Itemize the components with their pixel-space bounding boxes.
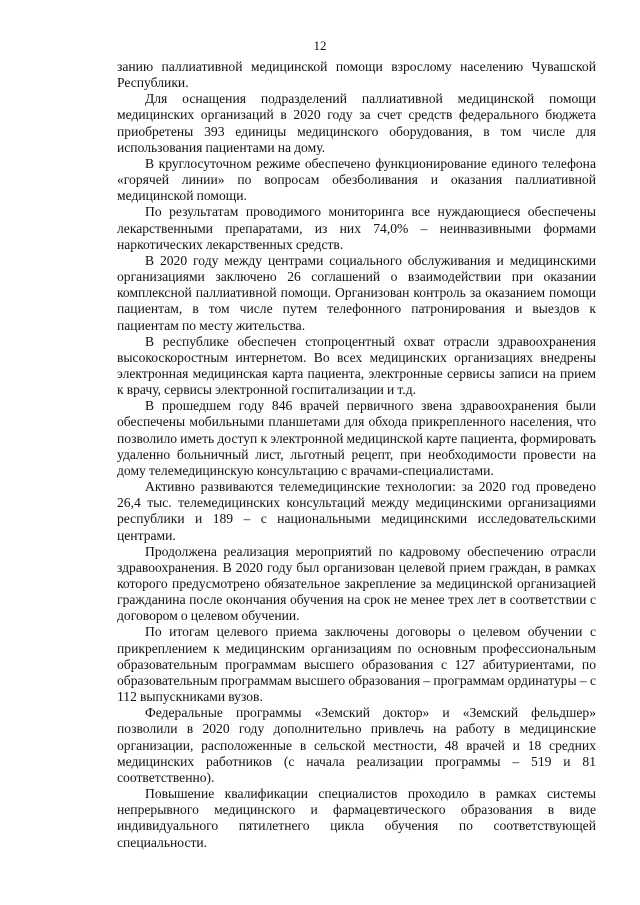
paragraph-2: Для оснащения подразделений паллиативной медицинской помощи медицинских организаций в 2020 году за счет средств федерального бюджета приобретены 393 единицы медицинского оборудования, в том числе для использования пациентами на дому.: [117, 91, 596, 155]
paragraph-10: По итогам целевого приема заключены договоры о целевом обучении с прикреплением к медицинским организациям по основным профессиональным образовательным программам высшего образования с 127 абитуриентами, по образовательным программам высшего образования – программам ординатуры – с 112 выпускниками вузов.: [117, 624, 596, 705]
paragraph-7: В прошедшем году 846 врачей первичного звена здравоохранения были обеспечены мобильными планшетами для обхода прикрепленного населения, что позволило иметь доступ к электронной медицинской карте пациента, формировать удаленно больничный лист, льготный рецепт, при необходимости провести на дому телемедицинскую консультацию с врачами-специалистами.: [117, 398, 596, 478]
paragraph-4: По результатам проводимого мониторинга все нуждающиеся обеспечены лекарственными препаратами, из них 74,0% – неинвазивными формами наркотических лекарственных средств.: [117, 204, 596, 252]
paragraph-1: занию паллиативной медицинской помощи взрослому населению Чувашской Республики.: [117, 59, 596, 91]
paragraph-11: Федеральные программы «Земский доктор» и «Земский фельдшер» позволили в 2020 году дополнительно привлечь на работу в медицинские организации, расположенные в сельской местности, 48 врачей и 18 средних медицинских работников (с начала реализации программы – 519 и 81 соответственно).: [117, 705, 596, 785]
paragraph-8: Активно развиваются телемедицинские технологии: за 2020 год проведено 26,4 тыс. телемедицинских консультаций между медицинскими организациями республики и 189 – с национальными медицинскими исследовательскими центрами.: [117, 479, 596, 543]
paragraph-3: В круглосуточном режиме обеспечено функционирование единого телефона «горячей линии» по вопросам обезболивания и оказания паллиативной медицинской помощи.: [117, 155, 596, 204]
paragraph-6: В республике обеспечен стопроцентный охват отрасли здравоохранения высокоскоростным интернетом. Во всех медицинских организациях внедрены электронная медицинская карта пациента, электронные сервисы записи на прием к врачу, сервисы электронной госпитализации и т.д.: [117, 333, 596, 398]
document-body: [117, 59, 596, 851]
paragraph-12: Повышение квалификации специалистов проходило в рамках системы непрерывного медицинского и фармацевтического образования в виде индивидуального пятилетнего цикла обучения по соответствующей специальности.: [117, 786, 596, 850]
paragraph-9: Продолжена реализация мероприятий по кадровому обеспечению отрасли здравоохранения. В 2020 году был организован целевой прием граждан, в рамках которого предусмотрено обязательное закрепление за медицинской организацией гражданина после окончания обучения на срок не менее трех лет в соответствии с договором о целевом обучении.: [117, 543, 596, 624]
page-number: 12: [313, 38, 327, 53]
paragraph-5: В 2020 году между центрами социального обслуживания и медицинскими организациями заключено 26 соглашений о взаимодействии при оказании комплексной паллиативной помощи. Организован контроль за оказанием помощи пациентам, в том числе путем телефонного патронирования и выездов к пациентам по месту жительства.: [117, 252, 596, 333]
